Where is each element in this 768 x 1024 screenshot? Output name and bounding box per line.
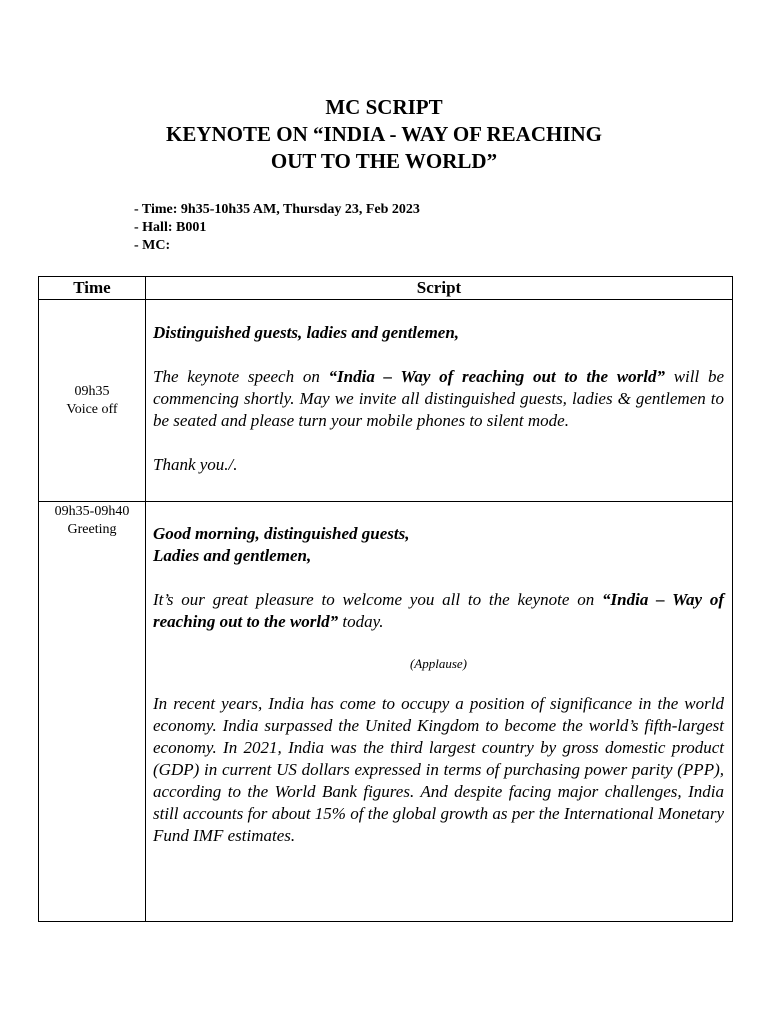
script-table <box>38 276 733 922</box>
applause-cue: (Applause) <box>409 656 468 671</box>
keynote-title: “India – Way of reaching out to the world” <box>153 590 725 631</box>
text-run: It’s our great pleasure to welcome you all to the keynote on <box>153 590 603 609</box>
script-closing: Thank you./. <box>153 455 238 474</box>
script-cell <box>146 502 733 922</box>
text-run: today. <box>338 612 384 631</box>
event-hall: - Hall: B001 <box>134 220 207 235</box>
header-script: Script <box>146 277 733 300</box>
time-cell <box>39 300 146 502</box>
script-paragraph: In recent years, India has come to occupy a position of significance in the world economy. India surpassed the United Kingdom to become the world’s fifth-largest economy. In 2021, India was the third largest country by gross domestic product (GDP) in current US dollars expressed in terms of purchasing power parity (PPP), according to the World Bank figures. And despite facing major challenges, India still accounts for about 15% of the global growth as per the International Monetary Fund IMF estimates. <box>153 694 724 845</box>
header-time: Time <box>39 277 146 300</box>
table-header-row <box>39 277 733 300</box>
event-time: - Time: 9h35-10h35 AM, Thursday 23, Feb 2023 <box>134 202 420 217</box>
event-details <box>134 201 420 255</box>
time-label: Greeting <box>67 522 117 537</box>
script-paragraph <box>153 366 724 432</box>
document-title <box>0 94 768 175</box>
title-line-1: MC SCRIPT <box>325 95 443 119</box>
time-cell <box>39 502 146 922</box>
script-greeting: Ladies and gentlemen, <box>153 546 312 565</box>
time-label: Voice off <box>66 401 118 417</box>
table-row <box>39 300 733 502</box>
title-line-2: KEYNOTE ON “INDIA - WAY OF REACHING <box>165 122 602 146</box>
table-row <box>39 502 733 922</box>
keynote-title: “India – Way of reaching out to the world” <box>328 367 665 386</box>
script-greeting: Good morning, distinguished guests, <box>153 524 410 543</box>
script-paragraph <box>153 589 724 633</box>
script-cell <box>146 300 733 502</box>
time-value: 09h35-09h40 <box>54 504 130 519</box>
time-value: 09h35 <box>74 383 110 399</box>
event-mc: - MC: <box>134 238 171 253</box>
text-run: will be commencing shortly. May we invite all distinguished guests, ladies & gentlemen to be seated and please turn your mobile phones to silent mode. <box>153 367 724 430</box>
script-greeting: Distinguished guests, ladies and gentlemen, <box>153 323 460 342</box>
text-run: The keynote speech on <box>153 367 329 386</box>
title-line-3: OUT TO THE WORLD” <box>270 149 498 173</box>
